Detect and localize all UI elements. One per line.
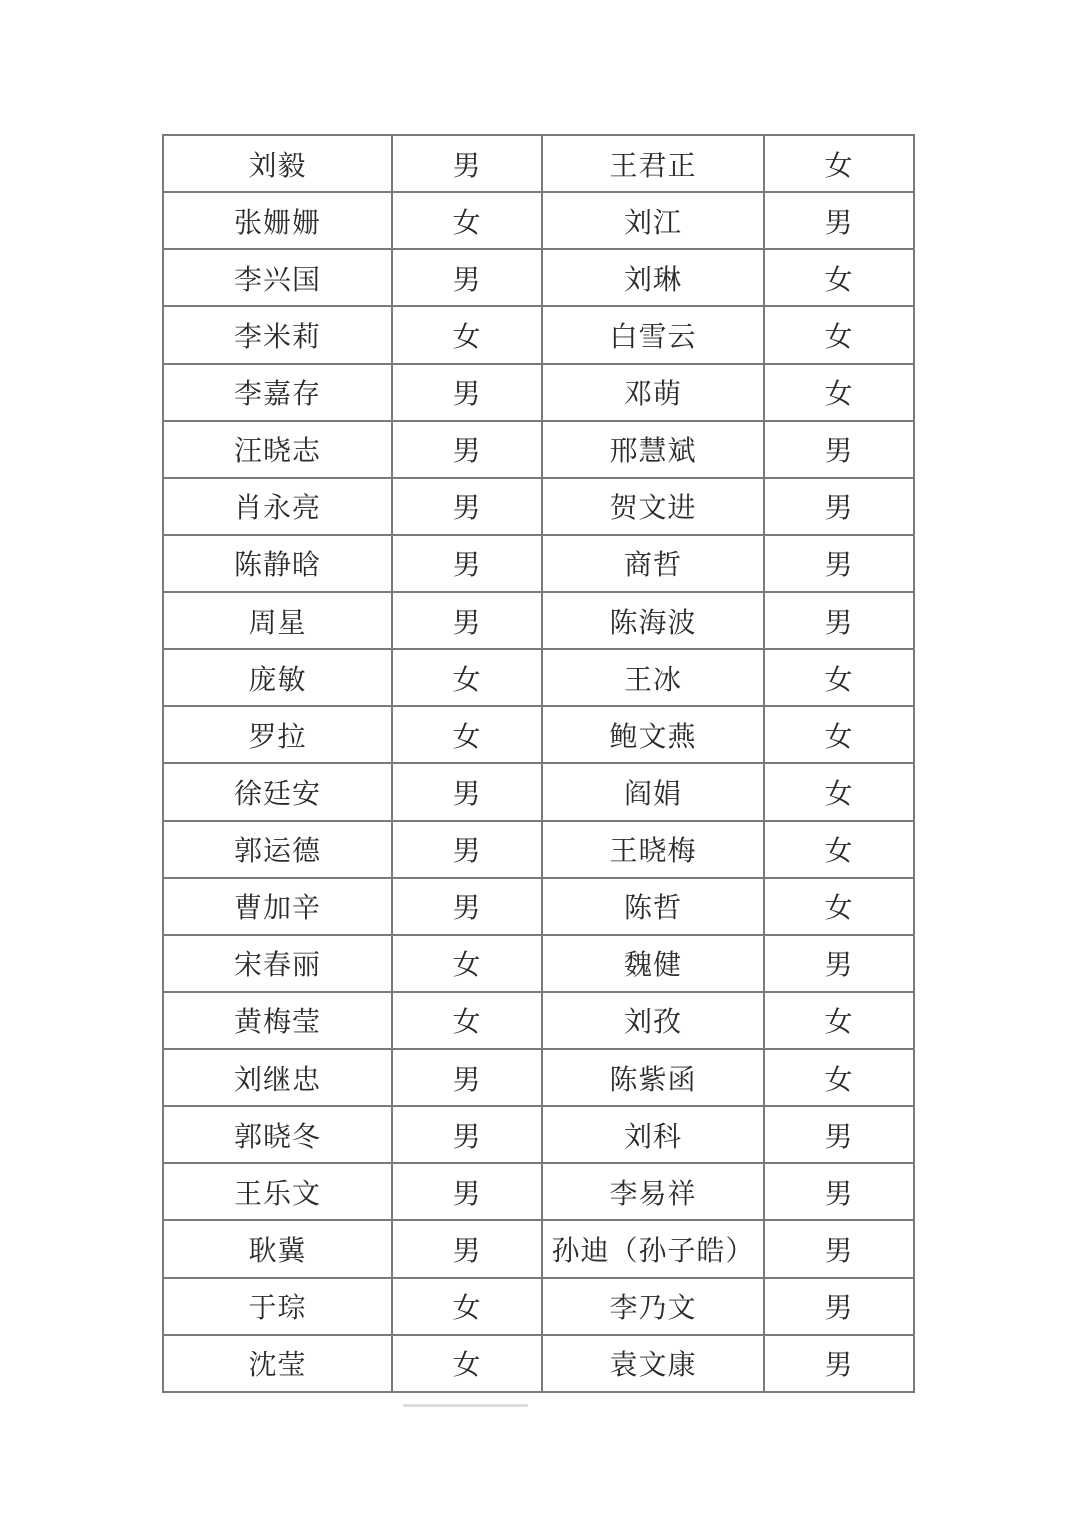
name-cell: 刘孜 <box>542 992 764 1049</box>
gender-cell: 女 <box>764 249 914 306</box>
name-cell: 阎娟 <box>542 763 764 820</box>
gender-cell: 女 <box>764 135 914 192</box>
gender-cell: 男 <box>764 1278 914 1335</box>
table-row <box>163 1049 914 1106</box>
name-cell: 曹加辛 <box>163 878 392 935</box>
table-row <box>163 878 914 935</box>
name-cell: 陈紫函 <box>542 1049 764 1106</box>
gender-cell: 女 <box>392 935 542 992</box>
name-cell: 王晓梅 <box>542 821 764 878</box>
table-row <box>163 306 914 363</box>
name-cell: 袁文康 <box>542 1335 764 1392</box>
name-cell: 张姗姗 <box>163 192 392 249</box>
table-row <box>163 364 914 421</box>
page-artifact-line <box>403 1404 528 1407</box>
name-cell: 李兴国 <box>163 249 392 306</box>
table-row <box>163 249 914 306</box>
gender-cell: 女 <box>764 649 914 706</box>
name-cell: 宋春丽 <box>163 935 392 992</box>
gender-cell: 男 <box>392 249 542 306</box>
gender-cell: 男 <box>392 1106 542 1163</box>
gender-cell: 男 <box>764 935 914 992</box>
name-cell: 李嘉存 <box>163 364 392 421</box>
name-cell: 汪晓志 <box>163 421 392 478</box>
gender-cell: 女 <box>764 706 914 763</box>
name-cell: 李易祥 <box>542 1163 764 1220</box>
gender-cell: 女 <box>764 763 914 820</box>
gender-cell: 女 <box>392 1278 542 1335</box>
gender-cell: 男 <box>764 192 914 249</box>
name-cell: 孙迪（孙子皓） <box>542 1220 764 1277</box>
gender-cell: 男 <box>764 535 914 592</box>
table-row <box>163 821 914 878</box>
name-cell: 王冰 <box>542 649 764 706</box>
gender-cell: 男 <box>764 421 914 478</box>
gender-cell: 女 <box>392 1335 542 1392</box>
name-cell: 周星 <box>163 592 392 649</box>
table-row <box>163 478 914 535</box>
name-cell: 沈莹 <box>163 1335 392 1392</box>
gender-cell: 男 <box>764 1163 914 1220</box>
table-row <box>163 1163 914 1220</box>
gender-cell: 男 <box>392 1220 542 1277</box>
table-row <box>163 763 914 820</box>
table-row <box>163 1220 914 1277</box>
name-cell: 刘江 <box>542 192 764 249</box>
roster-table <box>162 134 915 1393</box>
name-cell: 耿冀 <box>163 1220 392 1277</box>
gender-cell: 男 <box>764 592 914 649</box>
name-cell: 刘琳 <box>542 249 764 306</box>
table-row <box>163 535 914 592</box>
name-cell: 郭运德 <box>163 821 392 878</box>
gender-cell: 男 <box>764 1335 914 1392</box>
name-cell: 邢慧斌 <box>542 421 764 478</box>
table-row <box>163 706 914 763</box>
table-row <box>163 1278 914 1335</box>
gender-cell: 男 <box>392 135 542 192</box>
name-cell: 陈海波 <box>542 592 764 649</box>
name-cell: 黄梅莹 <box>163 992 392 1049</box>
gender-cell: 女 <box>392 306 542 363</box>
gender-cell: 女 <box>392 192 542 249</box>
gender-cell: 男 <box>392 478 542 535</box>
gender-cell: 男 <box>392 1049 542 1106</box>
gender-cell: 男 <box>764 478 914 535</box>
gender-cell: 男 <box>764 1220 914 1277</box>
table-row <box>163 992 914 1049</box>
name-cell: 李米莉 <box>163 306 392 363</box>
name-cell: 白雪云 <box>542 306 764 363</box>
gender-cell: 男 <box>392 1163 542 1220</box>
name-cell: 刘科 <box>542 1106 764 1163</box>
gender-cell: 女 <box>764 878 914 935</box>
name-cell: 庞敏 <box>163 649 392 706</box>
gender-cell: 男 <box>392 821 542 878</box>
name-cell: 徐廷安 <box>163 763 392 820</box>
name-cell: 贺文进 <box>542 478 764 535</box>
gender-cell: 女 <box>764 306 914 363</box>
gender-cell: 女 <box>392 706 542 763</box>
gender-cell: 女 <box>392 649 542 706</box>
gender-cell: 男 <box>392 421 542 478</box>
name-cell: 王乐文 <box>163 1163 392 1220</box>
gender-cell: 男 <box>392 763 542 820</box>
name-cell: 鲍文燕 <box>542 706 764 763</box>
name-cell: 刘继忠 <box>163 1049 392 1106</box>
table-row <box>163 192 914 249</box>
gender-cell: 男 <box>392 535 542 592</box>
name-cell: 商哲 <box>542 535 764 592</box>
table-row <box>163 421 914 478</box>
roster-table-body <box>163 135 914 1392</box>
name-cell: 邓萌 <box>542 364 764 421</box>
gender-cell: 女 <box>764 364 914 421</box>
name-cell: 肖永亮 <box>163 478 392 535</box>
name-cell: 郭晓冬 <box>163 1106 392 1163</box>
table-row <box>163 1106 914 1163</box>
gender-cell: 男 <box>392 364 542 421</box>
table-row <box>163 1335 914 1392</box>
name-cell: 刘毅 <box>163 135 392 192</box>
name-cell: 陈静晗 <box>163 535 392 592</box>
name-cell: 罗拉 <box>163 706 392 763</box>
table-row <box>163 135 914 192</box>
name-cell: 陈哲 <box>542 878 764 935</box>
name-cell: 王君正 <box>542 135 764 192</box>
name-cell: 李乃文 <box>542 1278 764 1335</box>
gender-cell: 女 <box>764 1049 914 1106</box>
gender-cell: 男 <box>392 592 542 649</box>
gender-cell: 女 <box>392 992 542 1049</box>
gender-cell: 女 <box>764 992 914 1049</box>
gender-cell: 男 <box>764 1106 914 1163</box>
name-cell: 于琮 <box>163 1278 392 1335</box>
gender-cell: 男 <box>392 878 542 935</box>
table-row <box>163 935 914 992</box>
gender-cell: 女 <box>764 821 914 878</box>
table-row <box>163 592 914 649</box>
name-cell: 魏健 <box>542 935 764 992</box>
table-row <box>163 649 914 706</box>
